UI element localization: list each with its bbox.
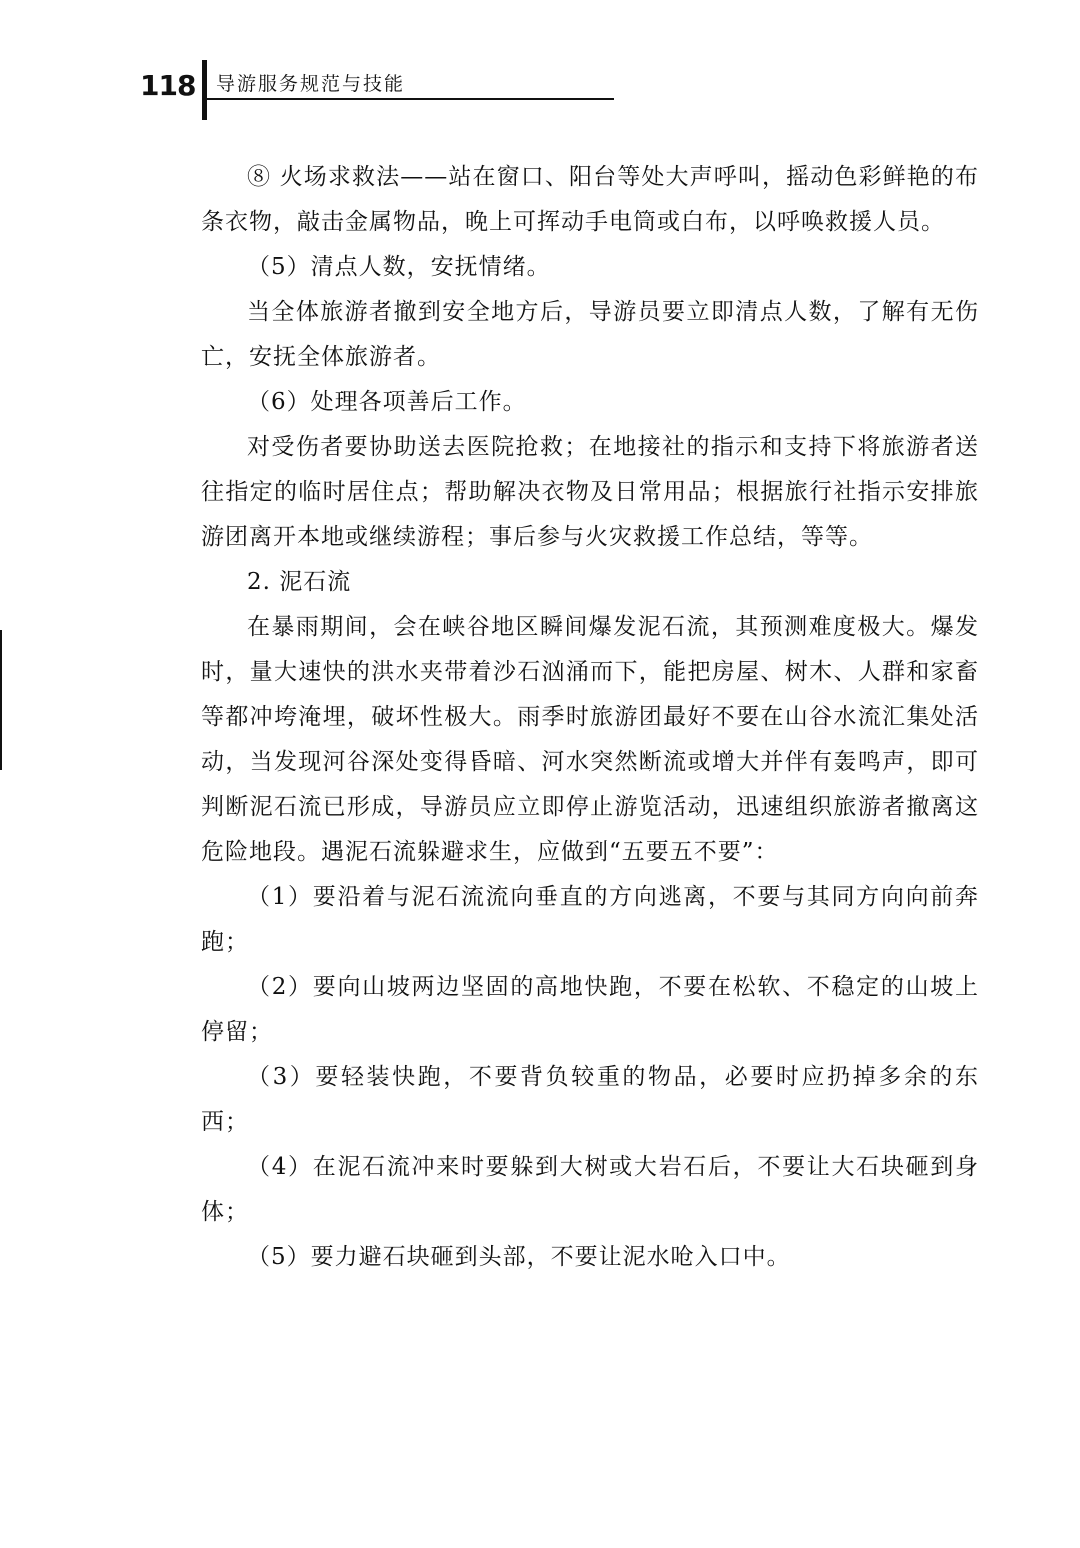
running-header — [0, 0, 1080, 130]
header-vertical-bar — [202, 60, 207, 120]
list-item-3: （3）要轻装快跑，不要背负较重的物品，必要时应扔掉多余的东西； — [201, 1064, 979, 1135]
paragraph-mudslide-intro: 在暴雨期间，会在峡谷地区瞬间爆发泥石流，其预测难度极大。爆发时，量大速快的洪水夹带着沙石汹涌而下，能把房屋、树木、人群和家畜等都冲垮淹埋，破坏性极大。雨季时旅游团最好不要在山谷水流汇集处活动，当发现河谷深处变得昏暗、河水突然断流或增大并伴有轰鸣声，即可判断泥石流已形成，导游员应立即停止游览活动，迅速组织旅游者撤离这危险地段。遇泥石流躲避求生，应做到“五要五不要”： — [201, 614, 979, 865]
list-item-5: （5）要力避石块砸到头部，不要让泥水呛入口中。 — [247, 1244, 791, 1270]
paragraph-count-body: 当全体旅游者撤到安全地方后，导游员要立即清点人数，了解有无伤亡，安抚全体旅游者。 — [201, 299, 979, 370]
list-item-4: （4）在泥石流冲来时要躲到大树或大岩石后，不要让大石块砸到身体； — [201, 1154, 979, 1225]
paragraph-aftermath-body: 对受伤者要协助送去医院抢救；在地接社的指示和支持下将旅游者送往指定的临时居住点；帮助解决衣物及日常用品；根据旅行社指示安排旅游团离开本地或继续游程；事后参与火灾救援工作总结，等等。 — [201, 434, 979, 550]
book-title: 导游服务规范与技能 — [216, 73, 406, 95]
header-rule — [206, 98, 614, 100]
paragraph-aftermath-heading: （6）处理各项善后工作。 — [247, 389, 527, 415]
paragraph-fire-rescue-method: ⑧ 火场求救法——站在窗口、阳台等处大声呼叫，摇动色彩鲜艳的布条衣物，敲击金属物品，晚上可挥动手电筒或白布，以呼唤救援人员。 — [201, 164, 979, 235]
paragraph-count-heading: （5）清点人数，安抚情绪。 — [247, 254, 551, 280]
list-item-1: （1）要沿着与泥石流流向垂直的方向逃离，不要与其同方向向前奔跑； — [201, 884, 979, 955]
section-heading-mudslide: 2. 泥石流 — [247, 569, 352, 595]
scan-edge-mark — [0, 630, 2, 770]
page-number: 118 — [140, 69, 196, 102]
body-text — [201, 155, 979, 1405]
list-item-2: （2）要向山坡两边坚固的高地快跑，不要在松软、不稳定的山坡上停留； — [201, 974, 979, 1045]
